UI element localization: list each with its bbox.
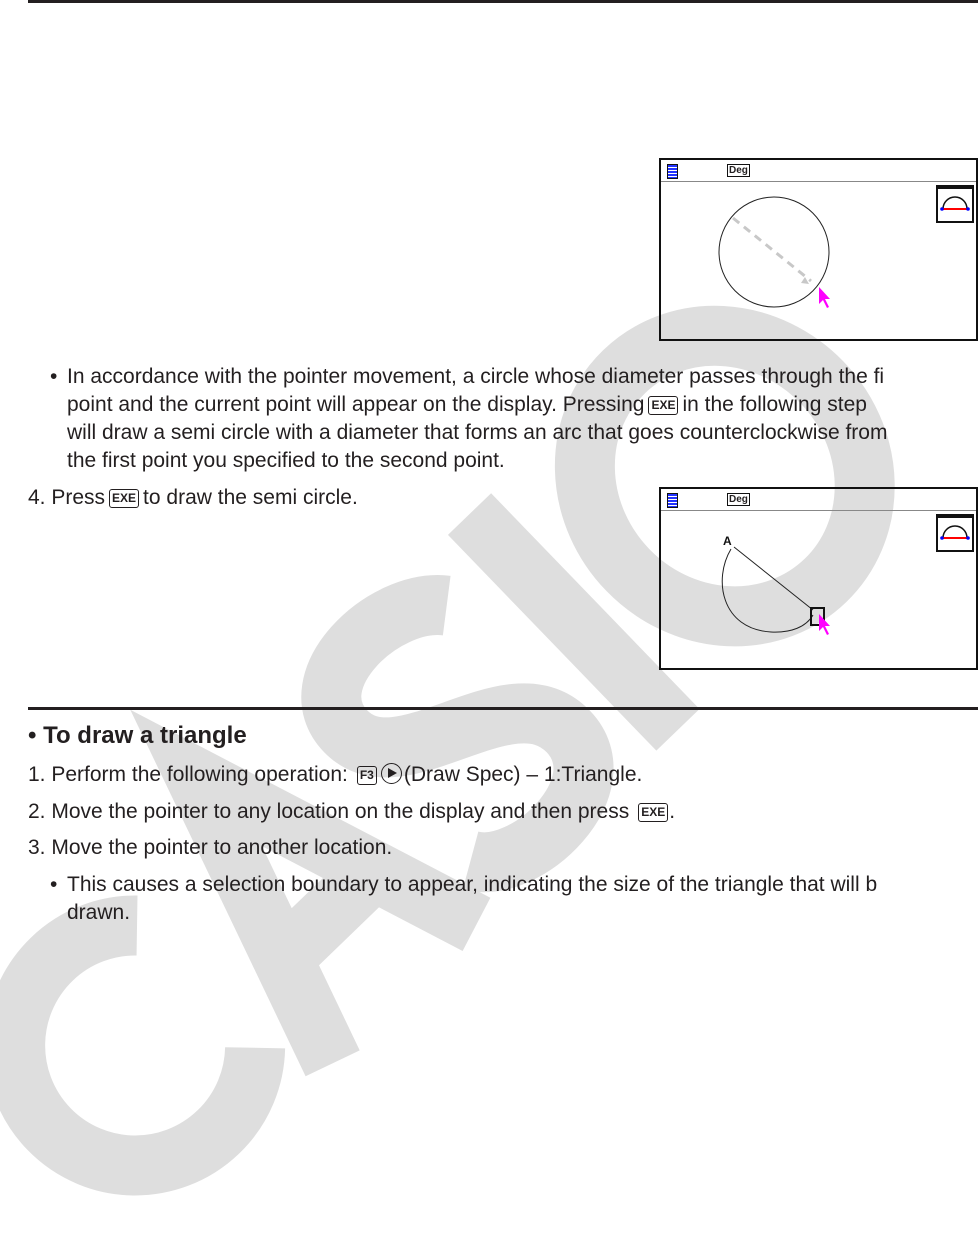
- exe-key-icon: EXE: [109, 489, 139, 508]
- calculator-screen-semicircle: [659, 487, 978, 670]
- step-3: 3. Move the pointer to another location.: [28, 836, 393, 859]
- section-heading: • To draw a triangle: [28, 722, 247, 749]
- point-label: A: [723, 534, 732, 548]
- bullet-text: the first point you specified to the second point.: [67, 449, 505, 472]
- step-2: 2. Move the pointer to any location on the display and then press EXE .: [28, 800, 676, 823]
- bullet-text: point and the current point will appear on the display. Pressing: [67, 393, 645, 416]
- right-arrow-key-icon: [381, 763, 402, 784]
- bullet-marker: •: [50, 365, 58, 388]
- bullet-text: drawn.: [67, 901, 131, 924]
- exe-key-icon: EXE: [648, 396, 678, 415]
- angle-mode-badge: Deg: [729, 494, 748, 505]
- semicircle-drawing: [661, 489, 976, 668]
- bullet-line: [67, 391, 867, 419]
- angle-mode-badge: Deg: [729, 165, 748, 176]
- circle-drawing: [661, 160, 976, 339]
- bullet-text: This causes a selection boundary to appear, indicating the size of the triangle that will b: [67, 873, 878, 896]
- top-rule: [28, 0, 978, 3]
- bullet-text: In accordance with the pointer movement, a circle whose diameter passes through the fi: [67, 365, 885, 388]
- bullet-text: will draw a semi circle with a diameter that forms an arc that goes counterclockwise from: [67, 421, 888, 444]
- bullet-text: in the following step: [682, 393, 867, 416]
- bullet-marker: •: [50, 873, 58, 896]
- step-4: 4. Press EXE to draw the semi circle.: [28, 486, 358, 509]
- f3-key-icon: F3: [357, 766, 377, 785]
- calculator-screen-circle: [659, 158, 978, 341]
- section-divider: [28, 707, 978, 710]
- exe-key-icon: EXE: [638, 803, 668, 822]
- step-1: 1. Perform the following operation: F3 (Draw Spec) – 1:Triangle.: [28, 763, 643, 786]
- pointer-icon: [819, 287, 830, 308]
